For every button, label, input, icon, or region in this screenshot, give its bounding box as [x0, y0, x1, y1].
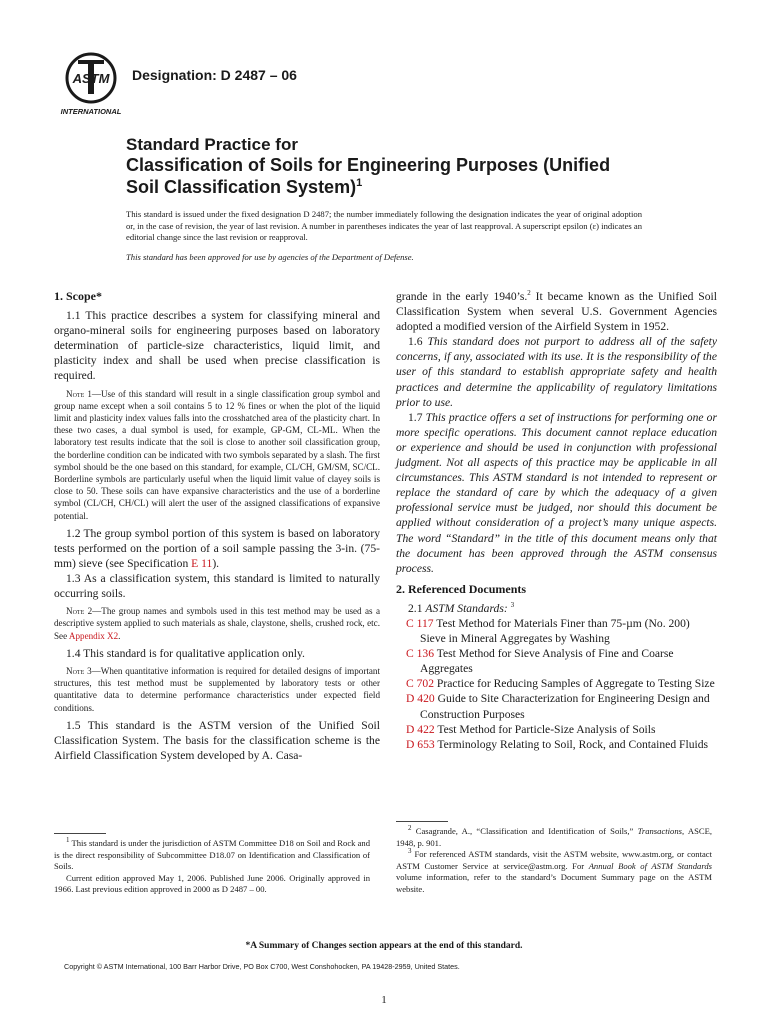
approved-statement: This standard has been approved for use by agencies of the Department of Defense. — [126, 252, 414, 262]
issued-statement: This standard is issued under the fixed designation D 2487; the number immediately following the designation indicates the year of original adoption or, in the case of revision, the year of last revision. A number in parentheses indicates the year of last reapproval. A superscript epsilon (ε) indicates an editorial change since the last revision or reapproval. — [126, 209, 642, 242]
paragraph-1-2: 1.2 The group symbol portion of this system is based on laboratory tests performed on the portion of a soil sample passing the 3-in. (75-mm) sieve (see Specification E 11). — [54, 526, 380, 570]
paragraph-1-1: 1.1 This practice describes a system for classifying mineral and organo-mineral soils for engineering purposes based on laboratory determination of particle-size characteristics, liquid limit, and plasticity index and shall be used when precise classification is required. — [54, 309, 380, 383]
paragraph-1-7: 1.7 This practice offers a set of instructions for performing one or more specific operations. This document cannot replace education or experience and should be used in conjunction with professional judgment. Not all aspects of this practice may be applicable in all circumstances. This ASTM standard is not intended to represent or replace the standard of care by which the adequacy of a given professional service must be judged, nor should this document be applied without consideration of a project’s many unique aspects. The word “Standard” in the title of this document means only that the document has been approved through the ASTM consensus process. — [396, 410, 717, 575]
right-column — [396, 289, 717, 752]
ref-link[interactable]: C 136 — [406, 647, 435, 661]
page-number: 1 — [381, 994, 387, 1006]
astm-standards-sub: 2.1 ASTM Standards: $^3$ — [408, 601, 515, 615]
footnotes-2-3: $^2$ Casagrande, A., “Classification and Identification of Soils,” Transactions, ASCE, 1948, p. 901. $^3$ For referenced ASTM standards, visit the ASTM website, www.astm.org, or contact ASTM Customer Service at service@astm.org. For Annual Book of ASTM Standards volume information, refer to the standard’s Document Summary page on the ASTM website. — [396, 824, 712, 894]
copyright: Copyright © ASTM International, 100 Barr Harbor Drive, PO Box C700, West Conshohocken, PA 19428-2959, United States. — [64, 962, 460, 971]
title-main: Classification of Soils for Engineering Purposes (Unified Soil Classification System)$^1$ — [126, 155, 611, 197]
svg-text:ASTM: ASTM — [72, 71, 110, 86]
ref-item: C 702 Practice for Reducing Samples of Aggregate to Testing Size — [406, 677, 715, 691]
document-title — [126, 134, 646, 198]
ref-link[interactable]: D 422 — [406, 722, 435, 736]
ref-item: D 422 Test Method for Particle-Size Analysis of Soils — [406, 722, 656, 736]
paragraph-1-3: 1.3 As a classification system, this standard is limited to naturally occurring soils. — [54, 572, 380, 601]
paragraph-1-5-cont: grande in the early 1940’s.$^2$ It became known as the Unified Soil Classification System when several U.S. Government Agencies adopted a modified version of the Airfield System in 1952. — [396, 289, 717, 334]
section-heading-scope: 1. Scope* — [54, 289, 102, 303]
title-practice: Standard Practice for — [126, 135, 298, 154]
designation: Designation: D 2487 – 06 — [132, 67, 297, 83]
ref-link[interactable]: C 117 — [406, 616, 434, 630]
footnote-rule-left — [54, 833, 106, 834]
ref-item: C 117 Test Method for Materials Finer than 75-µm (No. 200) Sieve in Mineral Aggregates by Washing — [406, 616, 690, 646]
left-column — [54, 289, 380, 763]
paragraph-1-5: 1.5 This standard is the ASTM version of the Unified Soil Classification System. The basis for the classification scheme is the Airfield Classification System developed by A. Casa- — [54, 718, 380, 762]
paragraph-1-6: 1.6 This standard does not purport to address all of the safety concerns, if any, associated with its use. It is the responsibility of the user of this standard to establish appropriate safety and health practices and determine the applicability of regulatory limitations prior to use. — [396, 335, 718, 409]
footnote-1: $^1$ This standard is under the jurisdiction of ASTM Committee D18 on Soil and Rock and is the direct responsibility of Subcommittee D18.07 on Identification and Classification of Soils. Current edition approved May 1, 2006. Published June 2006. Originally approved in 1966. Last previous edition approved in 2000 as D 2487 – 00. — [54, 836, 370, 895]
note-2: Note 2—The group names and symbols used in this test method may be used as a descriptive system applied to such materials as shale, claystone, shells, crushed rock, etc. See Appendix X2. — [54, 606, 380, 641]
ref-item: D 420 Guide to Site Characterization for Engineering Design and Construction Purposes — [406, 692, 710, 721]
footnote-rule-right — [396, 821, 448, 822]
ref-link[interactable]: C 702 — [406, 677, 435, 691]
ref-link[interactable]: D 420 — [406, 692, 435, 706]
note-3: Note 3—When quantitative information is required for detailed designs of important structures, this test method must be supplemented by laboratory tests or other quantitative data to determine performance characteristics under expected field conditions. — [54, 665, 380, 713]
astm-logo — [58, 50, 124, 116]
section-heading-referenced: 2. Referenced Documents — [396, 581, 527, 596]
summary-note: *A Summary of Changes section appears at the end of this standard. — [245, 941, 523, 951]
ref-item: C 136 Test Method for Sieve Analysis of Fine and Coarse Aggregates — [406, 647, 674, 676]
svg-text:INTERNATIONAL: INTERNATIONAL — [60, 107, 122, 116]
note-1: Note 1—Use of this standard will result in a single classification group symbol and group name except when a soil contains 5 to 12 % fines or when the plot of the liquid limit and plasticity index values falls into the crosshatched area of the plasticity chart. In these two cases, a dual symbol is used, for example, GP-GM, CL-ML. When the laboratory test results indicate that the soil is close to another soil classification group, the borderline condition can be indicated with two symbols separated by a slash. The first symbol should be the one based on this standard, for example, CL/CH, GM/SM, SC/CL. Borderline symbols are particularly useful when the liquid limit value of clayey soils is close to 50. These soils can have expansive characteristics and the use of a borderline symbol (CL/CH, CH/CL) will alert the user of the assigned classifications of expansive potential. — [54, 388, 380, 521]
paragraph-1-4: 1.4 This standard is for qualitative application only. — [66, 646, 305, 660]
link-appendix-x2[interactable]: Appendix X2 — [68, 630, 119, 641]
ref-item: D 653 Terminology Relating to Soil, Rock, and Contained Fluids — [406, 737, 709, 751]
link-e11[interactable]: E 11 — [191, 556, 213, 570]
ref-link[interactable]: D 653 — [406, 737, 435, 751]
